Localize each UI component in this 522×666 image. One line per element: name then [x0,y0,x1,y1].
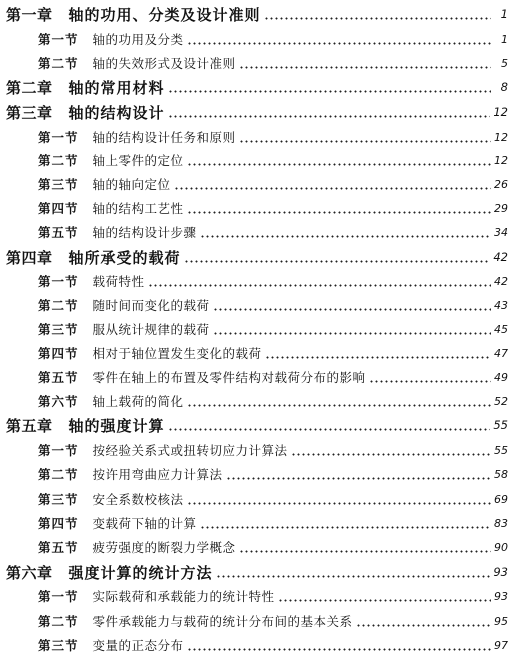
section-number: 第三节 [38,638,79,653]
section-title: 轴上载荷的简化 [92,394,184,409]
section-number: 第四节 [38,516,79,531]
section-title: 疲劳强度的断裂力学概念 [92,540,236,555]
page-number: 29 [494,201,508,215]
section-number: 第一节 [38,130,79,145]
chapter-title: 轴的常用材料 [68,78,165,97]
section-title: 实际载荷和承载能力的统计特性 [92,589,275,604]
dot-leader [200,225,491,239]
page-number: 58 [494,467,508,481]
toc-section-entry [0,344,522,362]
toc-section-entry [0,30,522,48]
chapter-title: 轴的功用、分类及设计准则 [68,5,261,24]
dot-leader [174,177,491,191]
dot-leader [187,32,491,46]
toc-chapter-entry [0,103,522,121]
section-number: 第二节 [38,56,79,71]
toc-section-entry [0,272,522,290]
dot-leader [216,565,491,579]
toc-section-entry [0,320,522,338]
page-number: 12 [494,130,508,144]
dot-leader [226,467,491,481]
toc-section-entry [0,151,522,169]
toc-chapter-entry [0,78,522,96]
toc-chapter-entry [0,416,522,434]
section-title: 相对于轴位置发生变化的载荷 [92,346,262,361]
section-title: 随时间而变化的载荷 [92,298,210,313]
chapter-title: 轴的强度计算 [68,416,165,435]
section-title: 轴的功用及分类 [92,32,184,47]
toc-section-entry [0,392,522,410]
page-number: 55 [494,443,508,457]
chapter-title: 轴所承受的载荷 [68,248,181,267]
section-number: 第三节 [38,492,79,507]
section-number: 第二节 [38,467,79,482]
section-title: 轴上零件的定位 [92,153,184,168]
dot-leader [148,274,491,288]
page-number: 1 [501,32,508,46]
section-title: 变载荷下轴的计算 [92,516,197,531]
page-number: 49 [494,370,508,384]
dot-leader [184,250,491,264]
page-number: 93 [494,589,508,603]
page-number: 97 [494,638,508,652]
dot-leader [200,516,491,530]
page-number: 93 [493,565,508,579]
page-number: 45 [494,322,508,336]
section-number: 第一节 [38,589,79,604]
toc-section-entry [0,54,522,72]
section-number: 第三节 [38,322,79,337]
page-number: 95 [494,614,508,628]
section-title: 轴的结构设计步骤 [92,225,197,240]
page-number: 34 [494,225,508,239]
dot-leader [239,130,491,144]
dot-leader [168,80,491,94]
page-number: 1 [500,7,508,21]
toc-section-entry [0,441,522,459]
dot-leader [278,589,491,603]
toc-chapter-entry [0,248,522,266]
toc-section-entry [0,175,522,193]
section-number: 第二节 [38,298,79,313]
toc-chapter-entry [0,5,522,23]
section-number: 第五节 [38,370,79,385]
page-number: 12 [494,153,508,167]
dot-leader [187,201,491,215]
toc-section-entry [0,199,522,217]
section-number: 第一节 [38,32,79,47]
dot-leader [239,540,491,554]
page-number: 8 [500,80,508,94]
dot-leader [239,56,491,70]
page-number: 42 [494,274,508,288]
section-title: 安全系数校核法 [92,492,184,507]
section-title: 变量的正态分布 [92,638,184,653]
dot-leader [168,418,491,432]
toc-section-entry [0,128,522,146]
dot-leader [187,638,491,652]
page-number: 55 [493,418,508,432]
section-title: 轴的结构设计任务和原则 [92,130,236,145]
toc-chapter-entry [0,563,522,581]
section-number: 第五节 [38,225,79,240]
chapter-number: 第六章 [6,563,53,582]
section-title: 服从统计规律的载荷 [92,322,210,337]
dot-leader [168,105,491,119]
chapter-number: 第四章 [6,248,53,267]
page-number: 90 [494,540,508,554]
section-title: 轴的失效形式及设计准则 [92,56,236,71]
chapter-number: 第二章 [6,78,53,97]
section-number: 第四节 [38,201,79,216]
section-title: 零件承载能力与载荷的统计分布间的基本关系 [92,614,353,629]
dot-leader [369,370,491,384]
toc-section-entry [0,587,522,605]
page-number: 42 [493,250,508,264]
page-number: 83 [494,516,508,530]
toc-section-entry [0,490,522,508]
toc-section-entry [0,612,522,630]
section-number: 第二节 [38,153,79,168]
chapter-number: 第三章 [6,103,53,122]
dot-leader [356,614,491,628]
chapter-title: 轴的结构设计 [68,103,165,122]
section-title: 载荷特性 [92,274,145,289]
toc-section-entry [0,538,522,556]
section-number: 第三节 [38,177,79,192]
section-number: 第二节 [38,614,79,629]
page-number: 5 [501,56,508,70]
section-title: 轴的轴向定位 [92,177,171,192]
section-number: 第四节 [38,346,79,361]
section-title: 轴的结构工艺性 [92,201,184,216]
section-number: 第六节 [38,394,79,409]
chapter-number: 第一章 [6,5,53,24]
page-number: 69 [494,492,508,506]
toc-section-entry [0,223,522,241]
toc-section-entry [0,368,522,386]
toc-section-entry [0,296,522,314]
page-number: 43 [494,298,508,312]
section-title: 按经验关系式或扭转切应力计算法 [92,443,288,458]
section-number: 第一节 [38,443,79,458]
dot-leader [213,322,491,336]
toc-section-entry [0,514,522,532]
page-number: 12 [493,105,508,119]
chapter-title: 强度计算的统计方法 [68,563,213,582]
dot-leader [264,7,491,21]
toc-section-entry [0,465,522,483]
page-number: 47 [494,346,508,360]
section-number: 第一节 [38,274,79,289]
dot-leader [213,298,491,312]
toc-section-entry [0,636,522,654]
page-number: 26 [494,177,508,191]
page-number: 52 [494,394,508,408]
section-title: 按许用弯曲应力计算法 [92,467,223,482]
chapter-number: 第五章 [6,416,53,435]
section-title: 零件在轴上的布置及零件结构对载荷分布的影响 [92,370,366,385]
dot-leader [187,394,491,408]
section-number: 第五节 [38,540,79,555]
dot-leader [187,153,491,167]
dot-leader [187,492,491,506]
dot-leader [265,346,491,360]
dot-leader [291,443,491,457]
